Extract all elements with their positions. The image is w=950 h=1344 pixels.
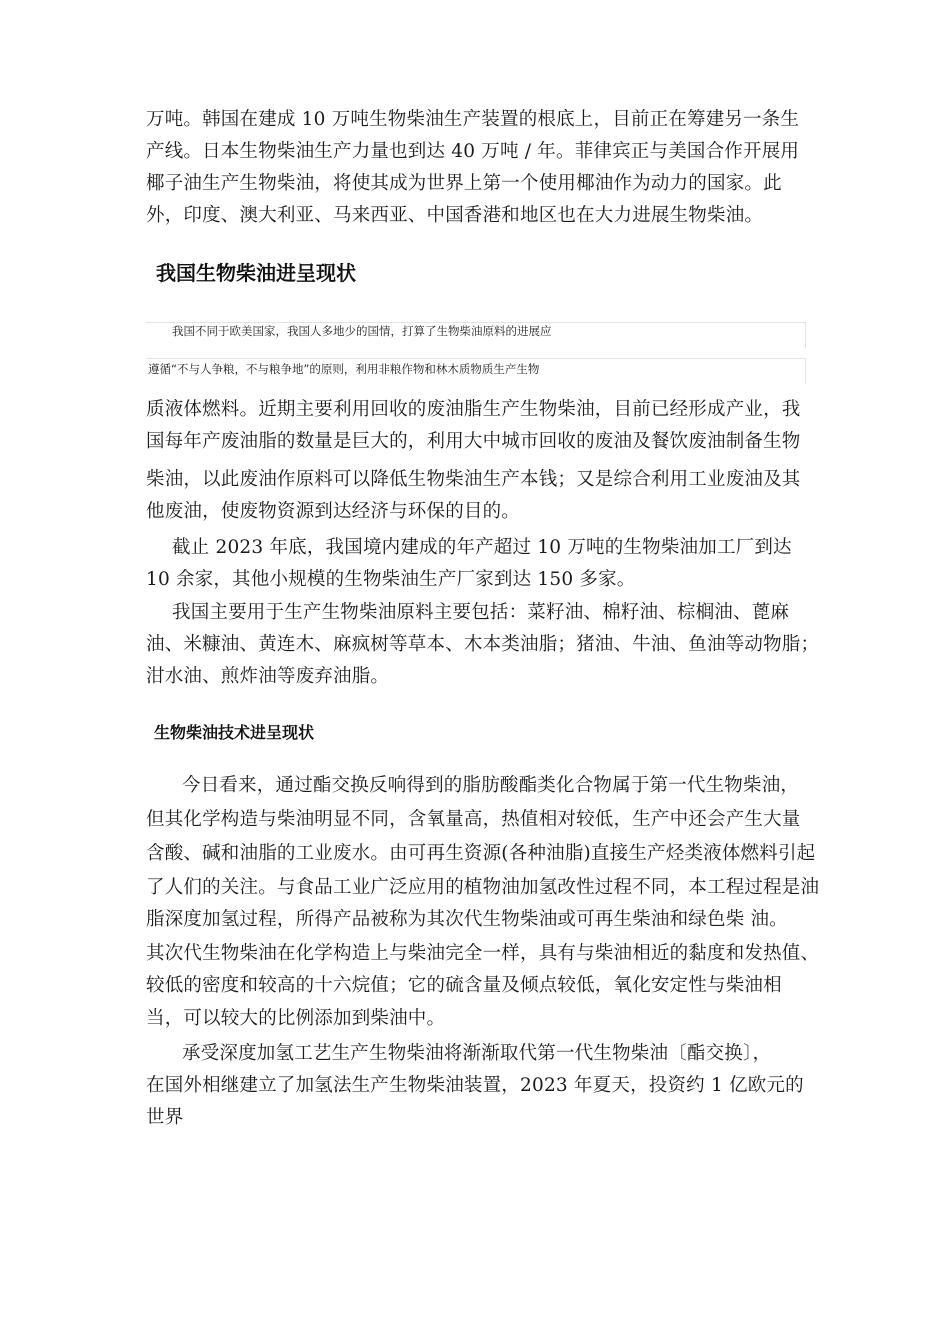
- text-line: 在国外相继建立了加氢法生产生物柴油装置，2023 年夏天，投资约 1 亿欧元的: [146, 1075, 804, 1096]
- section-heading-tech: 生物柴油技术进呈现状: [154, 723, 315, 742]
- text-line: 我国主要用于生产生物柴油原料主要包括：菜籽油、棉籽油、棕榈油、蓖麻: [172, 602, 790, 623]
- text-line: 今日看来，通过酯交换反响得到的脂肪酸酯类化合物属于第一代生物柴油，: [182, 775, 800, 796]
- text-line: 脂深度加氢过程，所得产品被称为其次代生物柴油或可再生柴油和绿色柴 油。: [146, 909, 788, 930]
- boxed-line: 我国不同于欧美国家，我国人多地少的国情，打算了生物柴油原料的进展应: [172, 324, 552, 338]
- text-line: 他废油，使废物资源到达经济与环保的目的。: [146, 501, 521, 522]
- text-line: 万吨。韩国在建成 10 万吨生物柴油生产装置的根底上，目前正在筹建另一条生: [146, 109, 800, 130]
- text-line: 国每年产废油脂的数量是巨大的，利用大中城市回收的废油及餐饮废油制备生物: [146, 431, 801, 452]
- text-line: 较低的密度和较高的十六烷值；它的硫含量及倾点较低，氧化安定性与柴油相: [146, 975, 782, 996]
- section-heading-china: 我国生物柴油进呈现状: [156, 261, 356, 285]
- text-line: 当，可以较大的比例添加到柴油中。: [146, 1008, 446, 1029]
- text-line: 其次代生物柴油在化学构造上与柴油完全一样，具有与柴油相近的黏度和发热值、: [146, 943, 820, 964]
- text-line: 含酸、碱和油脂的工业废水。由可再生资源(各种油脂)直接生产烃类液体燃料引起: [146, 843, 816, 864]
- text-line: 产线。日本生物柴油生产力量也到达 40 万吨 / 年。菲律宾正与美国合作开展用: [146, 141, 800, 162]
- text-line: 椰子油生产生物柴油，将使其成为世界上第一个使用椰油作为动力的国家。此: [146, 173, 782, 194]
- text-line: 泔水油、煎炸油等废弃油脂。: [146, 666, 390, 687]
- text-line: 油、米糠油、黄连木、麻疯树等草本、木本类油脂；猪油、牛油、鱼油等动物脂；: [146, 634, 820, 655]
- text-line: 世界: [146, 1107, 184, 1128]
- text-line: 承受深度加氢工艺生产生物柴油将渐渐取代第一代生物柴油〔酯交换〕，: [182, 1043, 772, 1064]
- text-line: 柴油，以此废油作原料可以降低生物柴油生产本钱；又是综合利用工业废油及其: [146, 469, 801, 490]
- boxed-line: 遵循“不与人争粮，不与粮争地”的原则，利用非粮作物和林木质物质生产生物: [148, 362, 540, 376]
- text-line: 10 余家，其他小规模的生物柴油生产厂家到达 150 多家。: [146, 569, 636, 590]
- text-line: 截止 2023 年底，我国境内建成的年产超过 10 万吨的生物柴油加工厂到达: [172, 537, 792, 558]
- text-line: 质液体燃料。近期主要利用回收的废油脂生产生物柴油，目前已经形成产业，我: [146, 399, 801, 420]
- text-line: 了人们的关注。与食品工业广泛应用的植物油加氢改性过程不同，本工程过程是油: [146, 877, 820, 898]
- text-line: 但其化学构造与柴油明显不同，含氧量高，热值相对较低，生产中还会产生大量: [146, 809, 801, 830]
- text-line: 外，印度、澳大利亚、马来西亚、中国香港和地区也在大力进展生物柴油。: [146, 205, 764, 226]
